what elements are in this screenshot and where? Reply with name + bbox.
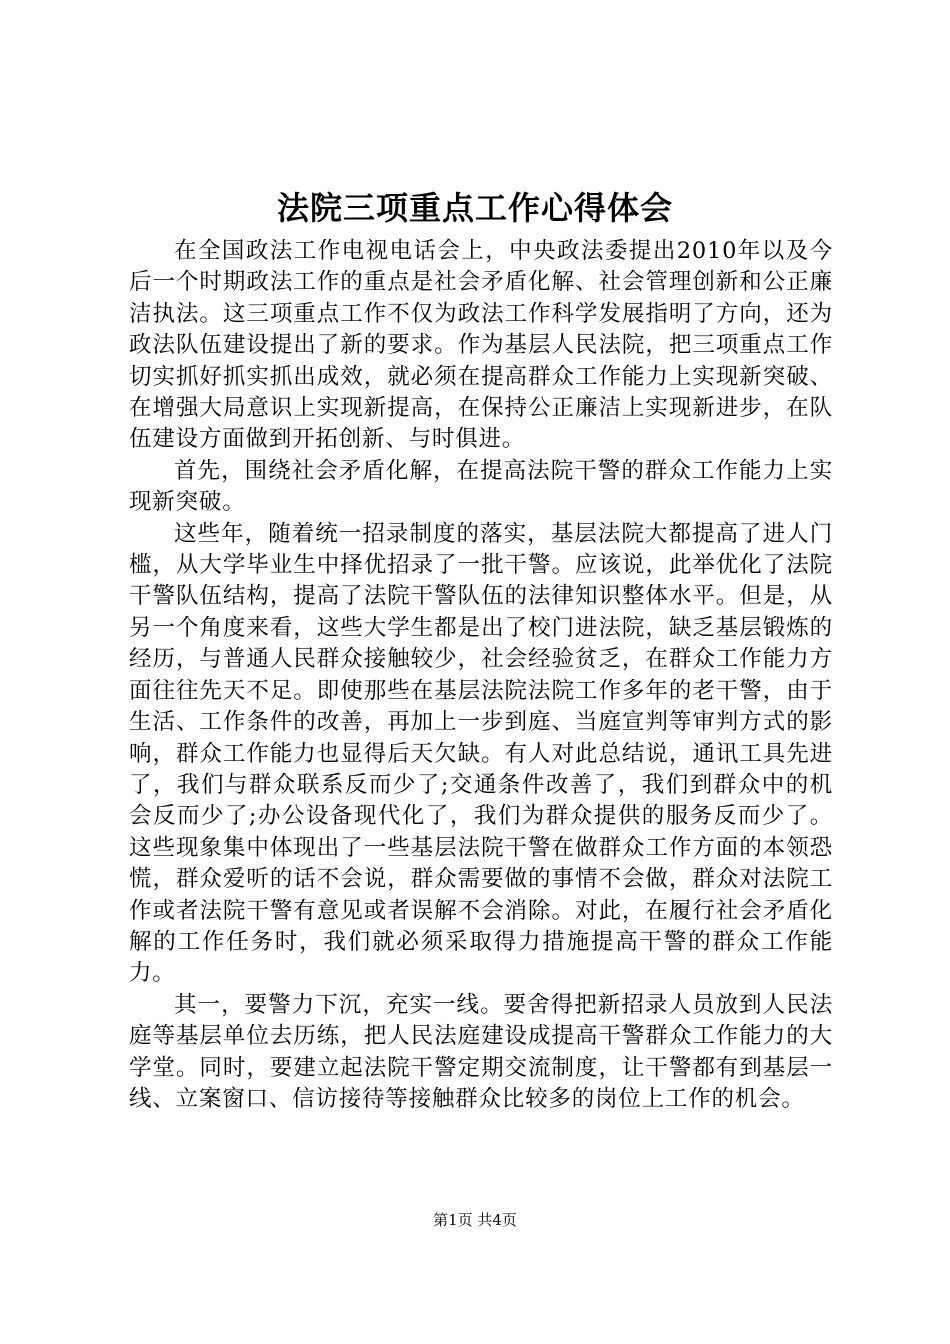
paragraph-measure-one: 其一，要警力下沉，充实一线。要舍得把新招录人员放到人民法庭等基层单位去历练，把人民法庭建设成提高干警群众工作能力的大学堂。同时，要建立起法院干警定期交流制度，让干警都有到基层一线、立案窗口、信访接待等接触群众比较多的岗位上工作的机会。 xyxy=(129,991,833,1112)
paragraph-intro: 在全国政法工作电视电话会上，中央政法委提出2010年以及今后一个时期政法工作的重点是社会矛盾化解、社会管理创新和公正廉洁执法。这三项重点工作不仅为政法工作科学发展指明了方向，还为政法队伍建设提出了新的要求。作为基层人民法院，把三项重点工作切实抓好抓实抓出成效，就必须在提高群众工作能力上实现新突破、在增强大局意识上实现新提高，在保持公正廉洁上实现新进步，在队伍建设方面做到开拓创新、与时俱进。 xyxy=(129,238,833,453)
paragraph-first-point: 首先，围绕社会矛盾化解，在提高法院干警的群众工作能力上实现新突破。 xyxy=(129,457,833,516)
page-footer: 第1页 共4页 xyxy=(433,1211,517,1229)
paragraph-analysis: 这些年，随着统一招录制度的落实，基层法院大都提高了进人门槛，从大学毕业生中择优招录了一批干警。应该说，此举优化了法院干警队伍结构，提高了法院干警队伍的法律知识整体水平。但是，从另一个角度来看，这些大学生都是出了校门进法院，缺乏基层锻炼的经历，与普通人民群众接触较少，社会经验贫乏，在群众工作能力方面往往先天不足。即使那些在基层法院法院工作多年的老干警，由于生活、工作条件的改善，再加上一步到庭、当庭宣判等审判方式的影响，群众工作能力也显得后天欠缺。有人对此总结说，通讯工具先进了，我们与群众联系反而少了;交通条件改善了，我们到群众中的机会反而少了;办公设备现代化了，我们为群众提供的服务反而少了。这些现象集中体现出了一些基层法院干警在做群众工作方面的本领恐慌，群众爱听的话不会说，群众需要做的事情不会做，群众对法院工作或者法院干警有意见或者误解不会消除。对此，在履行社会矛盾化解的工作任务时，我们就必须采取得力措施提高干警的群众工作能力。 xyxy=(129,520,833,987)
document-body xyxy=(129,236,833,1115)
document-title: 法院三项重点工作心得体会 xyxy=(276,189,673,227)
